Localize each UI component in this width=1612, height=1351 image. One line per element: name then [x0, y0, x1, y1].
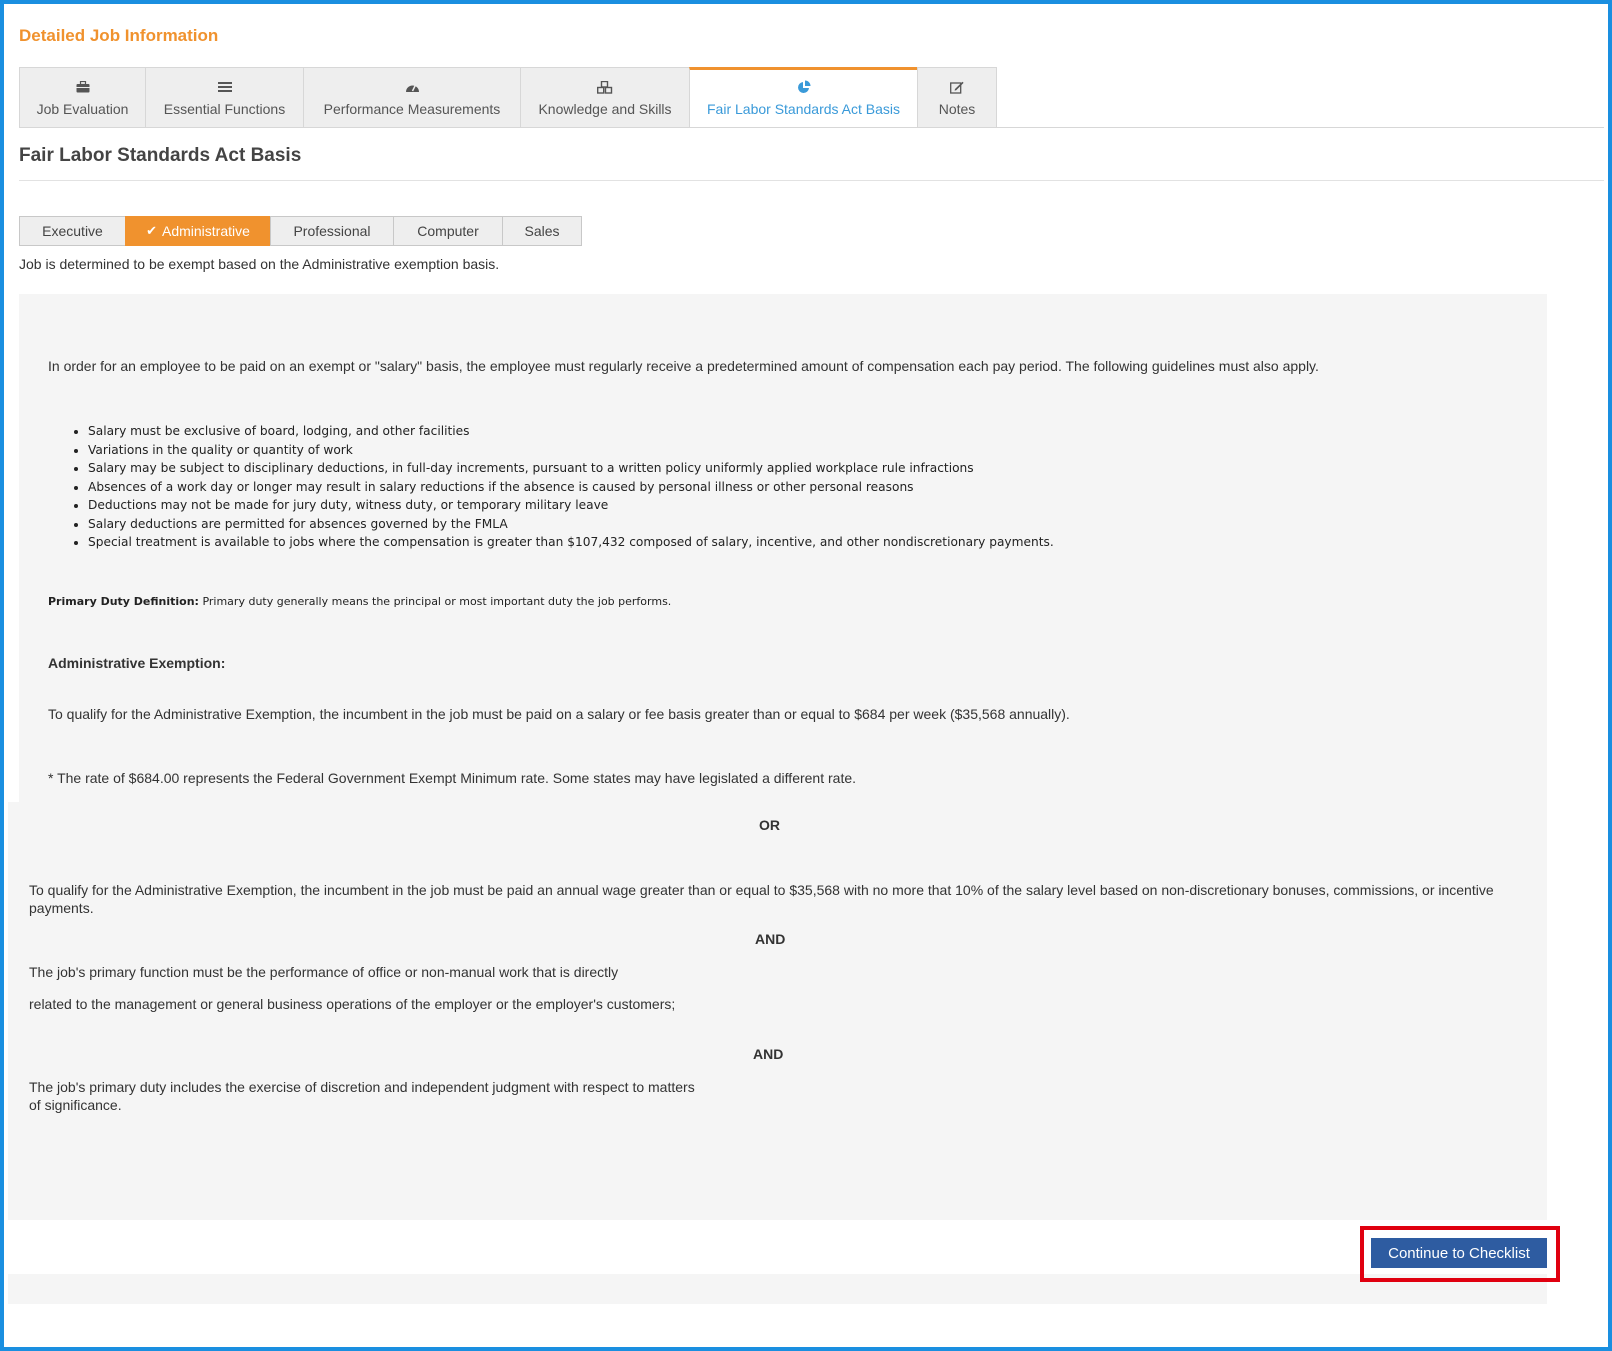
primary-duty-text: Primary duty generally means the principal or most important duty the job performs. — [202, 595, 672, 608]
tab-label: Notes — [938, 101, 976, 117]
tab-label: Fair Labor Standards Act Basis — [707, 101, 900, 117]
exemption-selector — [19, 216, 582, 246]
option-label: Administrative — [161, 223, 250, 239]
option-label: Computer — [417, 223, 479, 239]
salary-qualification-text: To qualify for the Administrative Exemption, the incumbent in the job must be paid on a salary or fee basis greater than or equal to $684 per week ($35,568 annually). — [48, 706, 1070, 722]
option-label: Professional — [293, 223, 371, 239]
list-item: • Salary may be subject to disciplinary deductions, in full-day increments, pursuant to a written policy uniformly applied workplace rule infractions — [88, 459, 1054, 478]
exemption-option-computer[interactable] — [393, 216, 502, 246]
tab-notes[interactable] — [917, 67, 997, 128]
tab-label: Job Evaluation — [36, 101, 129, 117]
tab-essential-functions[interactable] — [145, 67, 303, 128]
list-item: • Salary deductions are permitted for absences governed by the FMLA — [88, 515, 1054, 534]
list-item: • Salary must be exclusive of board, lodging, and other facilities — [88, 422, 1054, 441]
edit-icon — [949, 80, 965, 94]
option-label: Sales — [524, 223, 560, 239]
administrative-exemption-heading: Administrative Exemption: — [48, 655, 226, 671]
pie-chart-icon — [796, 80, 812, 94]
option-label: Executive — [42, 223, 103, 239]
intro-text: In order for an employee to be paid on an exempt or "salary" basis, the employee must regularly receive a predetermined amount of compensation each pay period. The following guidelines must also apply. — [48, 358, 1319, 374]
primary-duty-text-block: The job's primary duty includes the exercise of discretion and independent judgment with respect to matters of significance. — [29, 1079, 695, 1113]
primary-function-line-1: The job's primary function must be the performance of office or non-manual work that is directly — [29, 964, 619, 980]
primary-function-line-2: related to the management or general business operations of the employer or the employer's customers; — [29, 996, 676, 1012]
briefcase-icon — [75, 80, 91, 94]
wage-qualification-text: To qualify for the Administrative Exemption, the incumbent in the job must be paid an annual wage greater than or equal to $35,568 with no more that 10% of the salary level based on non-discretionary bonuses, commissions, or incentive payments. — [29, 882, 1494, 916]
and-separator: AND — [753, 1046, 784, 1062]
exemption-option-executive[interactable] — [19, 216, 125, 246]
exemption-option-administrative[interactable] — [125, 216, 270, 246]
tab-label: Performance Measurements — [323, 101, 501, 117]
tab-label: Essential Functions — [163, 101, 286, 117]
tab-label: Knowledge and Skills — [538, 101, 672, 117]
guidelines-list — [70, 422, 1054, 552]
tab-knowledge-and-skills[interactable] — [520, 67, 689, 128]
list-item: • Deductions may not be made for jury duty, witness duty, or temporary military leave — [88, 496, 1054, 515]
primary-duty-definition — [48, 595, 671, 608]
tab-fair-labor-standards-act-basis[interactable] — [689, 67, 917, 128]
footer-bar — [8, 1274, 1547, 1304]
determination-text: Job is determined to be exempt based on the Administrative exemption basis. — [19, 256, 500, 272]
primary-duty-label: Primary Duty Definition: — [48, 595, 199, 608]
list-icon — [217, 80, 233, 94]
page — [4, 4, 1608, 1347]
list-item: • Absences of a work day or longer may result in salary reductions if the absence is caused by personal illness or other personal reasons — [88, 478, 1054, 497]
section-divider — [19, 180, 1604, 181]
exemption-option-professional[interactable] — [270, 216, 393, 246]
continue-to-checklist-button[interactable]: Continue to Checklist — [1371, 1238, 1547, 1268]
tab-bar — [19, 67, 997, 128]
tab-job-evaluation[interactable] — [19, 67, 145, 128]
list-item: • Special treatment is available to jobs where the compensation is greater than $107,432 composed of salary, incentive, and other nondiscretionary payments. — [88, 533, 1054, 552]
check-icon: ✔ — [146, 223, 157, 238]
section-title: Fair Labor Standards Act Basis — [19, 145, 302, 166]
and-separator: AND — [755, 931, 786, 947]
rate-note: * The rate of $684.00 represents the Federal Government Exempt Minimum rate. Some states may have legislated a different rate. — [48, 770, 857, 786]
exemption-option-sales[interactable] — [502, 216, 582, 246]
or-separator: OR — [759, 817, 780, 833]
list-item: • Variations in the quality or quantity of work — [88, 441, 1054, 460]
tab-performance-measurements[interactable] — [303, 67, 520, 128]
page-header-title: Detailed Job Information — [19, 26, 219, 45]
cubes-icon — [597, 80, 613, 94]
tabs-divider — [19, 127, 1604, 128]
dashboard-icon — [404, 80, 420, 94]
